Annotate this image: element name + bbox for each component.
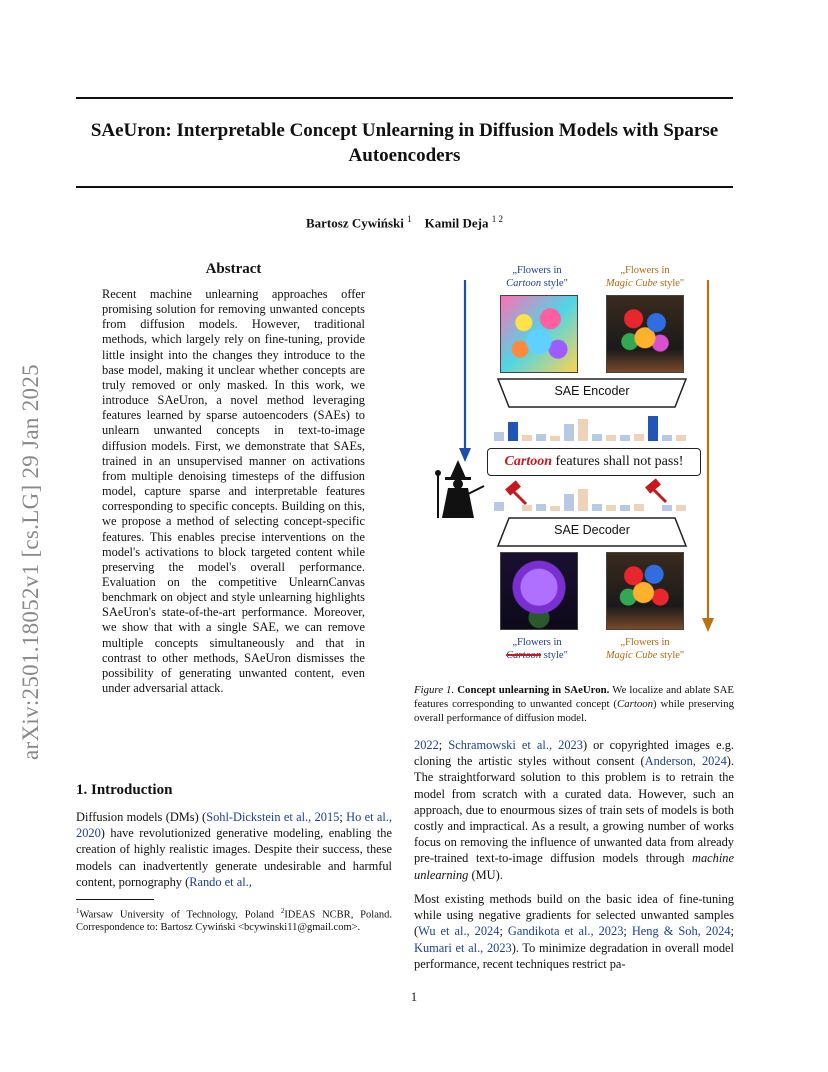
top-right-label: „Flowers in Magic Cube style" <box>605 265 685 289</box>
paper-title: SAeUron: Interpretable Concept Unlearning in Diffusion Models with Sparse Autoencoders <box>90 120 719 166</box>
citation-link[interactable]: Heng & Soh, 2024 <box>631 924 731 939</box>
author-1: Bartosz Cywiński <box>305 215 404 231</box>
author-2: Kamil Deja <box>424 215 489 231</box>
right-p2-text-3: ; <box>623 924 632 939</box>
magic-cube-flowers-image <box>606 295 684 373</box>
right-p1-text-4: (MU). <box>468 867 503 882</box>
citation-link[interactable]: Rando et al., <box>189 874 252 889</box>
right-paragraph-1 <box>414 737 734 883</box>
right-p1-text-3: ). The straightforward solution to this problem is to retrain the model from scratch with a curated data. However, such an approach, due to enourmous sizes of train sets of models is both costly and impractical. As a result, a growing number of works focus on removing the influence of unwanted data from already pre-trained text-to-image diffusion models through <box>414 754 735 866</box>
title-rule-bottom <box>76 186 733 188</box>
footnote-rule <box>76 899 154 900</box>
caption-italic: Cartoon <box>617 698 654 710</box>
right-p1-italic: machine unlearning <box>414 851 734 882</box>
right-p2-text-1: Most existing methods build on the basic idea of fine-tuning while using negative gradients for selected unwanted samples ( <box>414 892 734 939</box>
figure-caption <box>414 683 734 725</box>
right-p2-text-2: ; <box>499 924 508 939</box>
title-rule-top <box>76 97 733 99</box>
ablation-hammer-icon <box>505 480 526 504</box>
wizard-icon <box>430 460 486 520</box>
footnote-marker-2: 2 <box>280 907 285 915</box>
right-p1-text-1: ; <box>438 738 449 752</box>
authors <box>76 214 733 231</box>
author-1-affil: 1 <box>407 214 412 224</box>
intro-paragraph <box>76 809 392 890</box>
orange-arrow-head <box>702 618 714 632</box>
sae-encoder-label: SAE Encoder <box>554 384 630 398</box>
footnote-affil-2: IDEAS NCBR, Poland. Correspondence to: Bartosz Cywiński <bcywinski11@gmail.com>. <box>76 909 392 934</box>
footnote <box>76 905 392 935</box>
intro-text-1: Diffusion models (DMs) ( <box>76 810 207 824</box>
citation-link[interactable]: Wu et al., 2024 <box>418 924 500 939</box>
right-p2-text-5: ). To minimize degradation in overall model performance, recent techniques restrict pa- <box>414 940 734 971</box>
shall-not-pass-callout: Cartoon features shall not pass! <box>487 448 701 476</box>
feature-bars-encoded <box>492 410 692 442</box>
arxiv-stamp: arXiv:2501.18052v1 [cs.LG] 29 Jan 2025 <box>18 364 43 760</box>
citation-link[interactable]: Sohl-Dickstein et al., 2015 <box>206 810 340 824</box>
citation-link[interactable]: Anderson, 2024 <box>644 754 727 769</box>
bottom-left-label: „Flowers in Cartoon style" <box>506 637 568 661</box>
ablation-hammer-icon <box>645 478 666 502</box>
author-2-affil: 1 2 <box>491 214 504 224</box>
abstract-text: Recent machine unlearning approaches offer promising solution for removing unwanted concepts from diffusion models. However, traditional methods, which largely rely on fine-tuning, provide little insight into the changes they introduce to the base model, making it unclear whether concepts are truly removed or only masked. In this work, we introduce SAeUron, a novel method leveraging features learned by sparse autoencoders (SAEs) to unlearn unwanted concepts in text-to-image diffusion models. First, we demonstrate that SAEs, trained in an unsupervised manner on activations from multiple denoising timesteps of the diffusion model, capture sparse and interpretable features corresponding to specific concepts. Building on this, we propose a method of selecting concept-specific features. This enables precise interventions on the model's activations to block targeted content while preserving the model's overall performance. Evaluation on the competitive UnlearnCanvas benchmark on object and style unlearning highlights SAeUron's state-of-the-art performance. Moreover, we show that with a single SAE, we can remove multiple concepts simultaneously and that in contrast to other methods, SAeUron dismisses the possibility of generating unwanted content, even under adversarial attack. <box>102 287 365 696</box>
caption-text-2: ) while preserving overall performance of diffusion model. <box>414 698 734 724</box>
magic-cube-flowers-preserved-image <box>606 552 684 630</box>
right-p1-text-2: ) or copyrighted images e.g. cloning the artistic styles without consent ( <box>414 738 734 769</box>
sae-decoder-label: SAE Decoder <box>554 523 630 537</box>
page-number: 1 <box>410 990 418 1004</box>
citation-link[interactable]: Gandikota et al., 2023 <box>507 924 624 939</box>
abstract-heading: Abstract <box>205 261 262 277</box>
top-left-label: „Flowers in Cartoon style" <box>506 265 568 289</box>
right-paragraph-2 <box>414 891 734 972</box>
citation-link[interactable]: Ho et al., 2020 <box>76 810 392 841</box>
citation-link[interactable]: 2022 <box>414 738 439 752</box>
unlearned-flowers-image <box>500 552 578 630</box>
caption-bold: Concept unlearning in SAeUron. <box>454 684 610 696</box>
caption-label: Figure 1. <box>414 684 455 696</box>
bottom-right-label: „Flowers in Magic Cube style" <box>605 637 685 661</box>
intro-text-2: ; <box>339 810 347 824</box>
citation-link[interactable]: Schramowski et al., 2023 <box>448 738 583 752</box>
right-p2-text-4: ; <box>730 924 734 939</box>
intro-text-3: ) have revolutionized generative modeling, enabling the creation of highly realistic images. Despite their success, these models can inadvertently generate undesirable and harmful content, pornography ( <box>76 826 392 889</box>
caption-text-1: We localize and ablate SAE features corresponding to unwanted concept ( <box>414 684 734 710</box>
cartoon-flowers-image <box>500 295 578 373</box>
citation-link[interactable]: Kumari et al., 2023 <box>414 940 512 955</box>
feature-bars-ablated <box>492 478 692 512</box>
footnote-affil-1: Warsaw University of Technology, Poland <box>79 909 281 921</box>
section-heading-introduction: 1. Introduction <box>76 782 173 798</box>
footnote-marker-1: 1 <box>76 907 80 915</box>
